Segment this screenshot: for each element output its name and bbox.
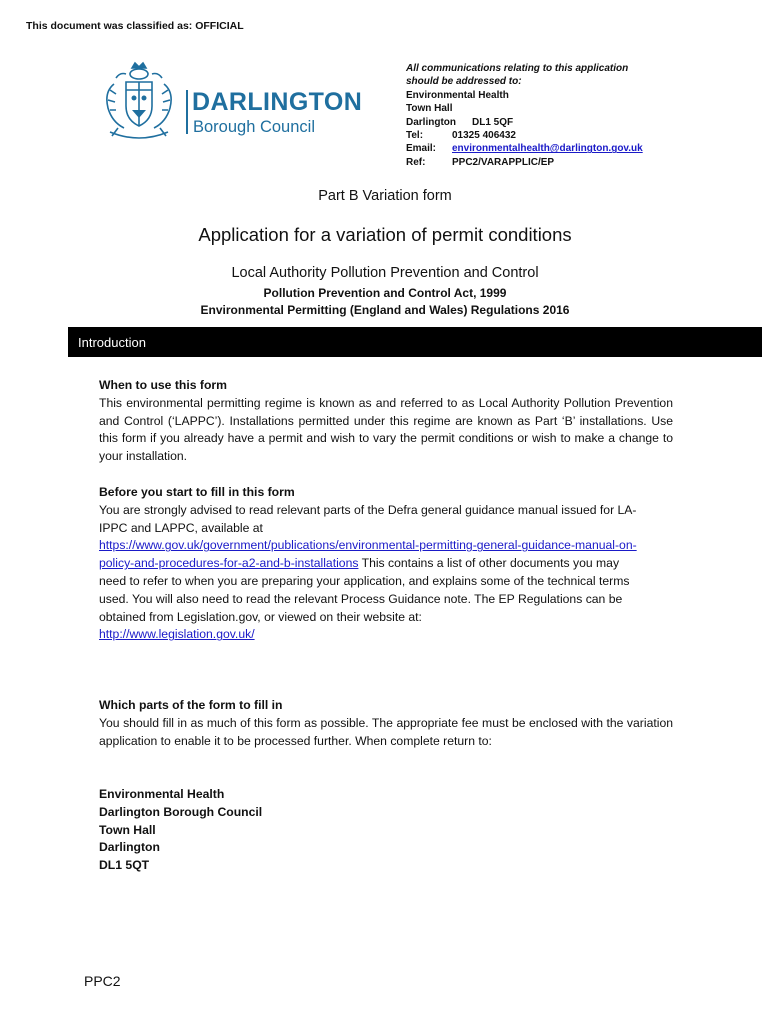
tel-value: 01325 406432 bbox=[452, 130, 516, 142]
contact-intro-line2: should be addressed to: bbox=[406, 76, 522, 88]
email-label: Email: bbox=[406, 143, 437, 155]
regulations-heading: Environmental Permitting (England and Wales) Regulations 2016 bbox=[200, 303, 570, 317]
coat-of-arms-icon bbox=[96, 60, 182, 144]
page-title: Application for a variation of permit conditions bbox=[198, 224, 572, 245]
address-line: Darlington bbox=[99, 840, 160, 855]
form-type-heading: Part B Variation form bbox=[318, 188, 452, 204]
contact-tel-row bbox=[406, 129, 643, 142]
when-body: This environmental permitting regime is known as and referred to as Local Authority Pollution Prevention and Control (‘LAPPC’). Installations permitted under this regime are known as Part ‘B’ installations. Use this form if you already have a permit and wish to vary the permit conditions or wish to make a change to your installation. bbox=[99, 395, 673, 464]
contact-town: Darlington bbox=[406, 116, 456, 128]
tel-label: Tel: bbox=[406, 130, 424, 142]
council-logo bbox=[96, 60, 396, 144]
before-title: Before you start to fill in this form bbox=[99, 485, 295, 499]
logo-divider bbox=[186, 90, 188, 134]
contact-dept: Environmental Health bbox=[406, 89, 509, 101]
return-address bbox=[99, 786, 262, 875]
address-line: DL1 5QT bbox=[99, 858, 150, 873]
address-line: Darlington Borough Council bbox=[99, 804, 263, 819]
contact-ref-row bbox=[406, 156, 643, 169]
contact-intro-line1: All communications relating to this application bbox=[406, 63, 629, 74]
which-section bbox=[99, 697, 673, 750]
before-text1: You are strongly advised to read relevant parts of the Defra general guidance manual issued for LA-IPPC and LAPPC, available at bbox=[99, 502, 637, 535]
ref-label: Ref: bbox=[406, 156, 426, 168]
when-title: When to use this form bbox=[99, 378, 227, 392]
footer-label: PPC2 bbox=[84, 973, 121, 989]
which-title: Which parts of the form to fill in bbox=[99, 698, 283, 712]
contact-town-line bbox=[406, 116, 643, 129]
address-line: Town Hall bbox=[99, 822, 156, 837]
email-link[interactable]: environmentalhealth@darlington.gov.uk bbox=[452, 143, 643, 155]
contact-block bbox=[406, 62, 643, 169]
regime-heading: Local Authority Pollution Prevention and Control bbox=[231, 265, 539, 281]
act-heading: Pollution Prevention and Control Act, 1999 bbox=[263, 286, 507, 300]
introduction-bar bbox=[68, 327, 762, 357]
legislation-link[interactable]: http://www.legislation.gov.uk/ bbox=[99, 627, 255, 642]
logo-subtitle: Borough Council bbox=[193, 118, 315, 136]
before-body bbox=[99, 502, 639, 644]
which-body: You should fill in as much of this form as possible. The appropriate fee must be enclosed with the variation application to enable it to be processed further. When complete return to: bbox=[99, 715, 673, 748]
introduction-label: Introduction bbox=[78, 335, 146, 350]
contact-postcode: DL1 5QF bbox=[472, 116, 514, 128]
defra-guidance-link[interactable]: https://www.gov.uk/government/publications/environmental-permitting-general-guidance-manual-on-policy-and-procedures-for-a2-and-b-installations bbox=[99, 538, 637, 571]
classification-label: This document was classified as: OFFICIAL bbox=[26, 20, 244, 32]
contact-email-row bbox=[406, 142, 643, 155]
address-line: Environmental Health bbox=[99, 787, 225, 801]
when-section bbox=[99, 377, 673, 466]
logo-title: DARLINGTON bbox=[192, 88, 363, 116]
ref-value: PPC2/VARAPPLIC/EP bbox=[452, 156, 555, 168]
before-section bbox=[99, 484, 639, 644]
contact-building: Town Hall bbox=[406, 103, 453, 115]
before-text2: This contains a list of other documents you may need to refer to when you are preparing your application, and explains some of the technical terms used. You will also need to read the relevant Process Guidance note. The EP Regulations can be obtained from Legislation.gov, or viewed on their website at: bbox=[99, 556, 630, 624]
